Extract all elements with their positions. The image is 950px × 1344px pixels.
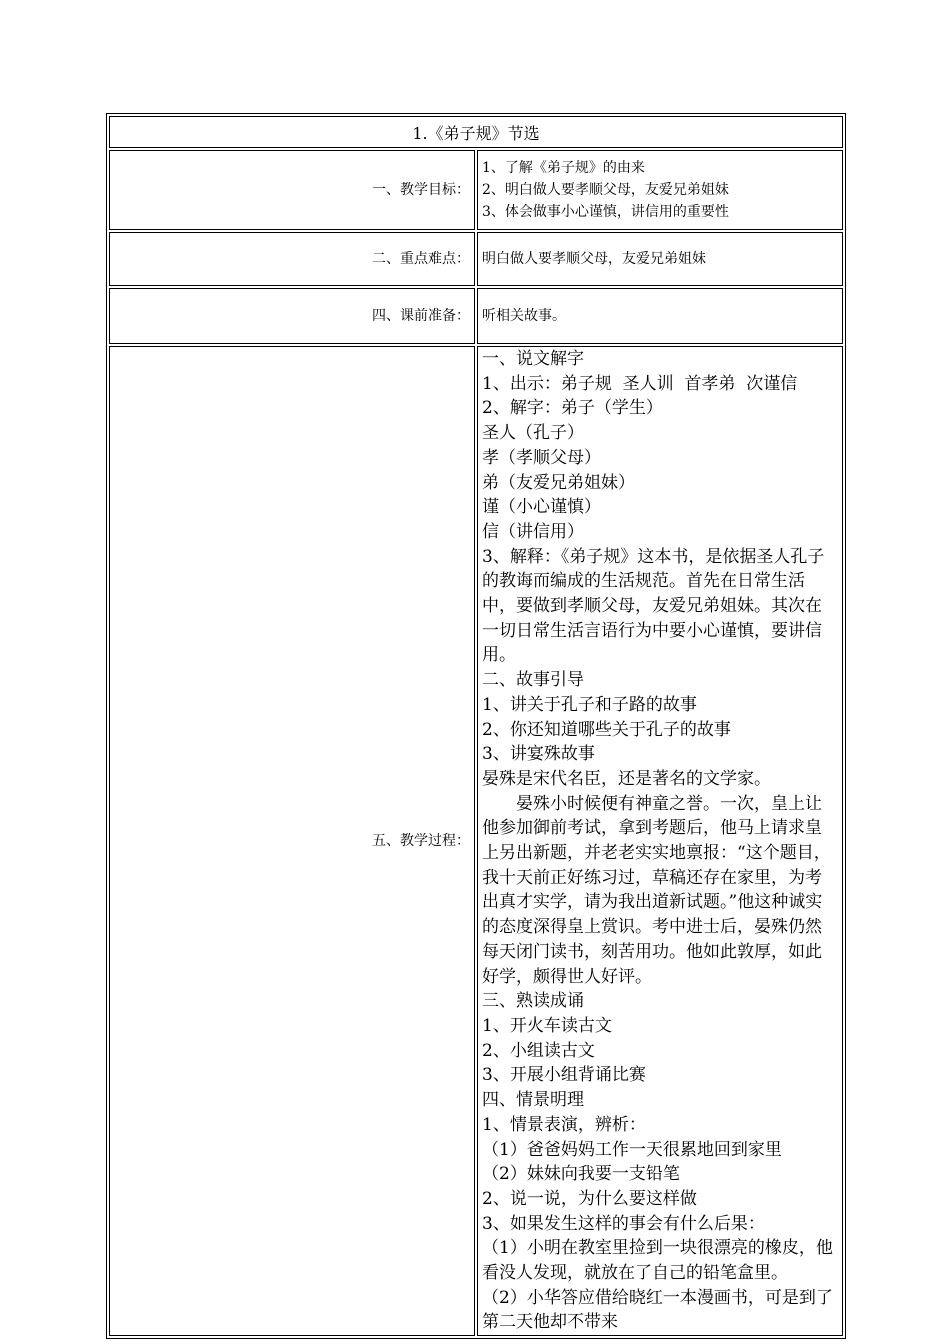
process-row [109,346,843,1336]
process-line: 圣人（孔子） [482,423,584,444]
process-line: 1、情景表演，辨析： [482,1114,646,1135]
process-line: 信（讲信用） [482,521,584,542]
process-line: 四、情景明理 [482,1090,584,1111]
process-line: 谨（小心谨慎） [482,497,601,518]
process-line: 2、解字：弟子（学生） [482,398,663,419]
process-line: 晏殊是宋代名臣，还是著名的文学家。 [482,768,771,789]
key-points-row [109,232,843,286]
key-points-label: 二、重点难点： [109,232,475,286]
title-row [109,116,843,148]
goal-item: 3、体会做事小心谨慎，讲信用的重要性 [482,204,729,220]
lesson-title: 1.《弟子规》节选 [109,116,843,148]
preparation-row [109,288,843,344]
process-line: 2、说一说，为什么要这样做 [482,1188,697,1209]
key-points-content: 明白做人要孝顺父母，友爱兄弟姐妹 [477,232,843,286]
goals-label: 一、教学目标： [109,150,475,230]
process-line: （2）小华答应借给晓红一本漫画书，可是到了第二天他却不带来 [482,1287,833,1333]
lesson-plan-table [106,113,846,1339]
process-line: （2）妹妹向我要一支铅笔 [482,1164,680,1185]
process-line: 三、熟读成诵 [482,991,584,1012]
process-line: 3、讲宴殊故事 [482,744,595,765]
process-line: 3、如果发生这样的事会有什么后果： [482,1213,765,1234]
goal-item: 2、明白做人要孝顺父母，友爱兄弟姐妹 [482,182,729,198]
process-line: 一、说文解字 [482,349,584,369]
process-line: 2、小组读古文 [482,1040,595,1061]
goals-content [477,150,843,230]
process-line: 二、故事引导 [482,670,584,691]
process-line: 1、开火车读古文 [482,1015,612,1036]
process-line: （1）爸爸妈妈工作一天很累地回到家里 [482,1139,782,1160]
process-line: 1、讲关于孔子和子路的故事 [482,694,697,715]
process-line: 1、出示：弟子规 圣人训 首孝弟 次谨信 [482,373,798,394]
goal-item: 1、了解《弟子规》的由来 [482,160,645,176]
process-line: 3、解释：《弟子规》这本书，是依据圣人孔子的教诲而编成的生活规范。首先在日常生活中，要做到孝顺父母，友爱兄弟姐妹。其次在一切日常生活言语行为中要小心谨慎，要讲信用。 [482,546,825,666]
process-line: 3、开展小组背诵比赛 [482,1065,646,1086]
preparation-label: 四、课前准备： [109,288,475,344]
process-line: 2、你还知道哪些关于孔子的故事 [482,719,731,740]
process-content [477,346,843,1336]
process-line: 孝（孝顺父母） [482,447,601,468]
preparation-content: 听相关故事。 [477,288,843,344]
process-label: 五、教学过程： [109,346,475,1336]
process-line: 弟（友爱兄弟姐妹） [482,472,635,493]
story-paragraph: 晏殊小时候便有神童之誉。一次，皇上让他参加御前考试，拿到考题后，他马上请求皇上另出新题，并老老实实地禀报：“这个题目，我十天前正好练习过，草稿还存在家里，为考出真才实学，请为我出道新试题。”他这种诚实的态度深得皇上赏识。考中进士后，晏殊仍然每天闭门读书，刻苦用功。他如此敦厚，如此好学，颇得世人好评。 [482,793,831,987]
process-line: （1）小明在教室里捡到一块很漂亮的橡皮，他看没人发现，就放在了自己的铅笔盒里。 [482,1238,833,1284]
goals-row [109,150,843,230]
